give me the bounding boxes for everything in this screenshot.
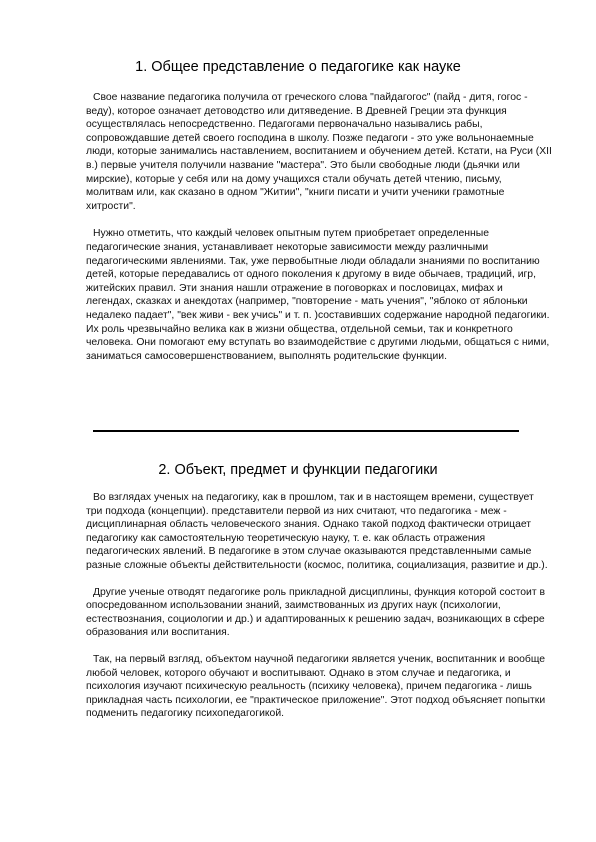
section-2-title: 2. Объект, предмет и функции педагогики	[158, 462, 438, 478]
section-1-paragraph-2: Нужно отметить, что каждый человек опытным путем приобретает определенные педагогические знания, устанавливает некоторые зависимости между различными педагогическими явлениями. Так, уже первобытные люди обладали знаниями по воспитанию детей, которые передавались от одного поколения к другому в виде обычаев, традиций, игр, житейских правил. Эти знания нашли отражение в поговорках и пословицах, мифах и легендах, сказках и анекдотах (например, "повторение - мать учения", "яблоко от яблоньки недалеко падает", "век живи - век учись" и т. п. )составивших содержание народной педагогики. Их роль чрезвычайно велика как в жизни общества, отдельной семьи, так и конкретного человека. Они помогают ему вступать во взаимодействие с другими людьми, общаться с ними, заниматься самосовершенствованием, выполнять родительские функции.	[86, 228, 550, 362]
section-2	[0, 461, 596, 721]
section-divider	[93, 430, 519, 432]
section-1-paragraph-1: Свое название педагогика получила от греческого слова "пайдагогос" (пайд - дитя, гогос - веду), которое означает детоводство или дитяведение. В Древней Греции эта функция осуществлялась непосредственно. Педагогами первоначально назывались рабы, сопровождавшие детей своего господина в школу. Позже педагоги - это уже вольнонаемные люди, которые занимались наставлением, воспитанием и обучением детей. Кстати, на Руси (XII в.) первые учителя получили название "мастера". Это были свободные люди (дьячки или мирские), которые у себя или на дому учащихся стали обучать детей чтению, письму, молитвам или, как сказано в одном "Житии", "книги писати и учити ученики грамотные хитрости".	[86, 92, 552, 212]
section-2-paragraph-1: Во взглядах ученых на педагогику, как в прошлом, так и в настоящем времени, существует три подхода (концепции). представители первой из них считают, что педагогика - меж - дисциплинарная область человеческого знания. Однако такой подход фактически отрицает педагогику как самостоятельную теоретическую науку, т. е. как область отражения педагогических явлений. В педагогике в этом случае оказываются представленными самые разные сложные объекты действительности (космос, политика, социализация, развитие и др.).	[86, 492, 548, 571]
section-2-paragraph-3: Так, на первый взгляд, объектом научной педагогики является ученик, воспитанник и вообще любой человек, которого обучают и воспитывают. Однако в этом случае и педагогика, и психология изучают психическую реальность (психику человека), причем педагогика - лишь прикладная часть психологии, ее "практическое приложение". Этот подход объясняет попытки подменить педагогику психопедагогикой.	[86, 653, 546, 720]
section-2-paragraph-2: Другие ученые отводят педагогике роль прикладной дисциплины, функция которой состоит в опосредованном использовании знаний, заимствованных из других наук (психологии, естествознания, социологии и др.) и адаптированных к решению задач, возникающих в сфере образования или воспитания.	[86, 586, 546, 639]
section-1-title: 1. Общее представление о педагогике как науке	[135, 59, 461, 75]
section-1	[0, 58, 596, 363]
